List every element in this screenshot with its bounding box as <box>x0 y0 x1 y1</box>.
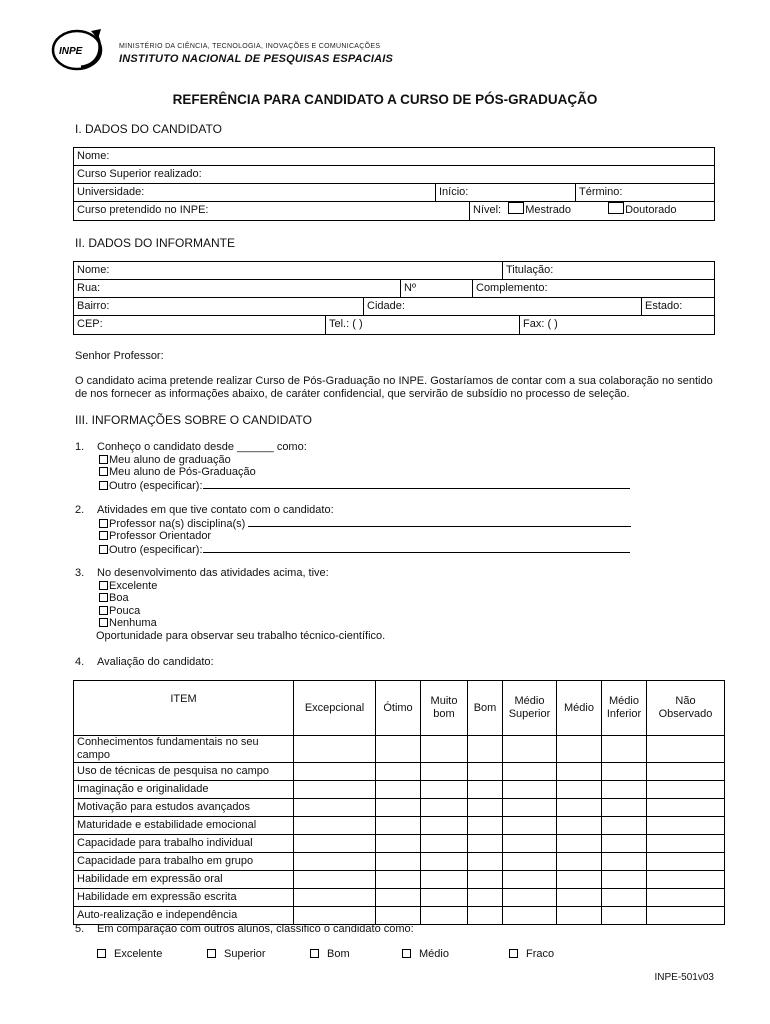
evaluation-item-label: Imaginação e originalidade <box>74 781 294 799</box>
end-date-field[interactable]: Término: <box>575 184 714 201</box>
inpe-logo <box>51 27 107 73</box>
q1-opt1-label: Meu aluno de graduação <box>109 453 231 466</box>
q1-opt3-label: Outro (especificar): <box>109 479 203 492</box>
evaluation-item-label: Maturidade e estabilidade emocional <box>74 817 294 835</box>
informant-row-3 <box>74 298 714 316</box>
q3-opt4-checkbox[interactable] <box>99 618 108 627</box>
evaluation-rating-cell[interactable] <box>294 835 376 853</box>
mestrado-checkbox[interactable] <box>508 202 524 214</box>
q3-text: No desenvolvimento das atividades acima, tive: <box>97 567 329 579</box>
evaluation-rating-cell[interactable] <box>647 763 725 781</box>
q1-opt3-checkbox[interactable] <box>99 481 108 490</box>
col-otimo: Ótimo <box>376 681 421 736</box>
q3-opt2-checkbox[interactable] <box>99 593 108 602</box>
evaluation-rating-cell[interactable] <box>647 871 725 889</box>
evaluation-row <box>74 889 725 907</box>
q5-bom-checkbox[interactable] <box>310 949 319 958</box>
evaluation-rating-cell[interactable] <box>421 736 468 763</box>
evaluation-rating-cell[interactable] <box>602 736 647 763</box>
university-field[interactable]: Universidade: <box>77 186 145 198</box>
evaluation-rating-cell[interactable] <box>376 871 421 889</box>
evaluation-rating-cell[interactable] <box>294 907 376 925</box>
section2-heading: II. DADOS DO INFORMANTE <box>75 236 236 250</box>
evaluation-rating-cell[interactable] <box>557 799 602 817</box>
evaluation-rating-cell[interactable] <box>294 817 376 835</box>
evaluation-rating-cell[interactable] <box>557 781 602 799</box>
col-bom: Bom <box>468 681 503 736</box>
q5-fraco-checkbox[interactable] <box>509 949 518 958</box>
evaluation-rating-cell[interactable] <box>421 835 468 853</box>
q2-opt2-label: Professor Orientador <box>109 530 212 542</box>
evaluation-item-label: Habilidade em expressão oral <box>74 871 294 889</box>
evaluation-rating-cell[interactable] <box>376 799 421 817</box>
evaluation-rating-cell[interactable] <box>294 799 376 817</box>
evaluation-rating-cell[interactable] <box>503 889 557 907</box>
q4-number: 4. <box>75 656 85 668</box>
evaluation-rating-cell[interactable] <box>647 889 725 907</box>
evaluation-item-label: Motivação para estudos avançados <box>74 799 294 817</box>
q2-opt3-label: Outro (especificar): <box>109 543 203 556</box>
informant-row-1 <box>74 262 714 280</box>
q3-tail: Oportunidade para observar seu trabalho técnico-científico. <box>96 629 386 642</box>
evaluation-rating-cell[interactable] <box>602 835 647 853</box>
informant-row-4 <box>74 316 714 334</box>
evaluation-row <box>74 736 725 763</box>
evaluation-rating-cell[interactable] <box>294 889 376 907</box>
evaluation-body <box>74 736 725 925</box>
q5-opt-fraco[interactable] <box>509 948 554 960</box>
evaluation-rating-cell[interactable] <box>294 871 376 889</box>
q5-excelente-checkbox[interactable] <box>97 949 106 958</box>
evaluation-rating-cell[interactable] <box>421 889 468 907</box>
evaluation-rating-cell[interactable] <box>602 781 647 799</box>
q5-opt-medio[interactable] <box>402 948 449 960</box>
evaluation-rating-cell[interactable] <box>468 736 503 763</box>
evaluation-rating-cell[interactable] <box>376 763 421 781</box>
evaluation-rating-cell[interactable] <box>468 817 503 835</box>
city-field[interactable]: Cidade: <box>363 298 641 315</box>
q5-number: 5. <box>75 923 85 935</box>
level-field <box>469 202 714 220</box>
ministry-name: MINISTÉRIO DA CIÊNCIA, TECNOLOGIA, INOVAÇÕES E COMUNICAÇÕES <box>119 43 381 50</box>
evaluation-rating-cell[interactable] <box>602 853 647 871</box>
evaluation-rating-cell[interactable] <box>376 736 421 763</box>
candidate-data-form <box>73 147 715 221</box>
q4-text: Avaliação do candidato: <box>97 656 214 668</box>
fax-field[interactable]: Fax: ( ) <box>519 316 714 334</box>
evaluation-rating-cell[interactable] <box>376 817 421 835</box>
col-medio: Médio <box>557 681 602 736</box>
neighborhood-field[interactable]: Bairro: <box>77 300 110 312</box>
evaluation-rating-cell[interactable] <box>602 889 647 907</box>
evaluation-rating-cell[interactable] <box>503 799 557 817</box>
evaluation-rating-cell[interactable] <box>557 871 602 889</box>
evaluation-item-label: Capacidade para trabalho individual <box>74 835 294 853</box>
evaluation-rating-cell[interactable] <box>602 799 647 817</box>
col-medio-inferior: Médio Inferior <box>602 681 647 736</box>
candidate-name-label: Nome: <box>77 150 110 162</box>
evaluation-rating-cell[interactable] <box>421 853 468 871</box>
evaluation-rating-cell[interactable] <box>468 835 503 853</box>
state-field[interactable]: Estado: <box>641 298 714 315</box>
question-5 <box>75 923 414 936</box>
q5-fraco-label: Fraco <box>526 948 555 960</box>
q5-superior-checkbox[interactable] <box>207 949 216 958</box>
evaluation-rating-cell[interactable] <box>503 907 557 925</box>
evaluation-rating-cell[interactable] <box>503 853 557 871</box>
evaluation-item-label: Capacidade para trabalho em grupo <box>74 853 294 871</box>
q5-bom-label: Bom <box>327 948 350 960</box>
q3-opt3-checkbox[interactable] <box>99 606 108 615</box>
candidate-name-row[interactable] <box>74 148 714 166</box>
q1-other-line[interactable] <box>203 479 630 489</box>
evaluation-row <box>74 799 725 817</box>
informant-row-2 <box>74 280 714 298</box>
number-field[interactable]: Nº <box>400 280 472 297</box>
q5-text: Em comparação com outros alunos, classifico o candidato como: <box>97 923 414 935</box>
q5-opt-bom[interactable] <box>310 948 350 960</box>
evaluation-rating-cell[interactable] <box>647 835 725 853</box>
evaluation-rating-cell[interactable] <box>468 889 503 907</box>
question-4 <box>75 656 214 669</box>
q5-medio-checkbox[interactable] <box>402 949 411 958</box>
street-field[interactable]: Rua: <box>77 282 101 294</box>
evaluation-rating-cell[interactable] <box>468 853 503 871</box>
candidate-university-row <box>74 184 714 202</box>
evaluation-rating-cell[interactable] <box>421 871 468 889</box>
page-title: REFERÊNCIA PARA CANDIDATO A CURSO DE PÓS-GRADUAÇÃO <box>172 92 598 107</box>
evaluation-row <box>74 763 725 781</box>
greeting: Senhor Professor: <box>75 350 164 362</box>
q3-opt3-label: Pouca <box>109 604 141 617</box>
evaluation-table <box>73 680 725 925</box>
evaluation-rating-cell[interactable] <box>647 736 725 763</box>
evaluation-rating-cell[interactable] <box>376 907 421 925</box>
evaluation-row <box>74 853 725 871</box>
informant-name-field[interactable]: Nome: <box>77 264 110 276</box>
q5-opt-superior[interactable] <box>207 948 266 960</box>
evaluation-rating-cell[interactable] <box>468 799 503 817</box>
evaluation-row <box>74 835 725 853</box>
evaluation-rating-cell[interactable] <box>647 907 725 925</box>
col-item: ITEM <box>74 681 294 736</box>
candidate-course-row[interactable] <box>74 166 714 184</box>
evaluation-rating-cell[interactable] <box>557 763 602 781</box>
q2-opt3-checkbox[interactable] <box>99 545 108 554</box>
evaluation-rating-cell[interactable] <box>421 763 468 781</box>
evaluation-rating-cell[interactable] <box>557 907 602 925</box>
q5-opt-excelente[interactable] <box>97 948 162 960</box>
evaluation-header-row <box>74 681 725 736</box>
section3-heading: III. INFORMAÇÕES SOBRE O CANDIDATO <box>75 413 312 427</box>
q5-excelente-label: Excelente <box>114 948 163 960</box>
question-2 <box>75 504 631 556</box>
evaluation-rating-cell[interactable] <box>376 889 421 907</box>
evaluation-rating-cell[interactable] <box>468 871 503 889</box>
evaluation-row <box>74 907 725 925</box>
evaluation-rating-cell[interactable] <box>503 817 557 835</box>
q1-opt2-checkbox[interactable] <box>99 467 108 476</box>
evaluation-rating-cell[interactable] <box>647 853 725 871</box>
question-1 <box>75 441 630 492</box>
evaluation-rating-cell[interactable] <box>376 835 421 853</box>
evaluation-rating-cell[interactable] <box>602 763 647 781</box>
evaluation-rating-cell[interactable] <box>421 799 468 817</box>
q1-opt2-label: Meu aluno de Pós-Graduação <box>109 466 256 478</box>
q3-opt1-checkbox[interactable] <box>99 581 108 590</box>
evaluation-rating-cell[interactable] <box>468 907 503 925</box>
q1-opt1-checkbox[interactable] <box>99 455 108 464</box>
phone-field[interactable]: Tel.: ( ) <box>325 316 519 334</box>
evaluation-rating-cell[interactable] <box>294 781 376 799</box>
evaluation-rating-cell[interactable] <box>602 871 647 889</box>
evaluation-rating-cell[interactable] <box>503 835 557 853</box>
logo-text: INPE <box>59 46 83 57</box>
cep-field[interactable]: CEP: <box>77 318 103 330</box>
q3-opt1-label: Excelente <box>109 579 158 592</box>
evaluation-item-label: Auto-realização e independência <box>74 907 294 925</box>
doutorado-checkbox[interactable] <box>608 202 624 214</box>
q2-opt1-label: Professor na(s) disciplina(s) <box>109 517 246 530</box>
evaluation-rating-cell[interactable] <box>557 736 602 763</box>
complement-field[interactable]: Complemento: <box>472 280 714 297</box>
col-excepcional: Excepcional <box>294 681 376 736</box>
evaluation-rating-cell[interactable] <box>376 781 421 799</box>
evaluation-rating-cell[interactable] <box>503 736 557 763</box>
evaluation-row <box>74 781 725 799</box>
evaluation-rating-cell[interactable] <box>294 736 376 763</box>
evaluation-item-label: Conhecimentos fundamentais no seu campo <box>74 736 294 763</box>
evaluation-rating-cell[interactable] <box>468 781 503 799</box>
q2-opt2-checkbox[interactable] <box>99 531 108 540</box>
titulacao-field[interactable]: Titulação: <box>502 262 714 279</box>
evaluation-rating-cell[interactable] <box>421 817 468 835</box>
evaluation-row <box>74 817 725 835</box>
evaluation-rating-cell[interactable] <box>602 817 647 835</box>
evaluation-rating-cell[interactable] <box>503 871 557 889</box>
evaluation-rating-cell[interactable] <box>557 889 602 907</box>
q3-number: 3. <box>75 567 85 579</box>
q1-number: 1. <box>75 441 85 453</box>
evaluation-rating-cell[interactable] <box>557 835 602 853</box>
section1-heading: I. DADOS DO CANDIDATO <box>75 122 222 136</box>
evaluation-rating-cell[interactable] <box>294 763 376 781</box>
q2-number: 2. <box>75 504 85 516</box>
intended-course-field[interactable]: Curso pretendido no INPE: <box>77 204 209 216</box>
evaluation-rating-cell[interactable] <box>421 781 468 799</box>
evaluation-rating-cell[interactable] <box>602 907 647 925</box>
evaluation-rating-cell[interactable] <box>647 817 725 835</box>
col-muito-bom: Muito bom <box>421 681 468 736</box>
mestrado-label: Mestrado <box>525 204 572 216</box>
col-nao-observado: Não Observado <box>647 681 725 736</box>
candidate-intended-row <box>74 202 714 220</box>
q1-text: Conheço o candidato desde ______ como: <box>97 441 307 453</box>
q3-opt4-label: Nenhuma <box>109 617 157 629</box>
q2-text: Atividades em que tive contato com o candidato: <box>97 504 334 516</box>
evaluation-item-label: Uso de técnicas de pesquisa no campo <box>74 763 294 781</box>
evaluation-rating-cell[interactable] <box>557 853 602 871</box>
evaluation-rating-cell[interactable] <box>468 763 503 781</box>
q5-medio-label: Médio <box>419 948 449 960</box>
evaluation-rating-cell[interactable] <box>647 781 725 799</box>
form-code: INPE-501v03 <box>654 972 714 983</box>
evaluation-row <box>74 871 725 889</box>
col-medio-superior: Médio Superior <box>503 681 557 736</box>
evaluation-rating-cell[interactable] <box>503 763 557 781</box>
level-label: Nível: <box>473 204 502 216</box>
doutorado-label: Doutorado <box>625 204 677 216</box>
evaluation-rating-cell[interactable] <box>647 799 725 817</box>
start-date-field[interactable]: Início: <box>435 184 575 201</box>
q2-disciplines-line[interactable] <box>248 517 631 527</box>
letter-body: O candidato acima pretende realizar Curso de Pós-Graduação no INPE. Gostaríamos de contar com a sua colaboração no sentido de nos fornecer as informações abaixo, de caráter confidencial, que servirão de subsídio no processo de seleção. <box>75 375 713 400</box>
evaluation-rating-cell[interactable] <box>294 853 376 871</box>
evaluation-rating-cell[interactable] <box>376 853 421 871</box>
evaluation-rating-cell[interactable] <box>557 817 602 835</box>
evaluation-item-label: Habilidade em expressão escrita <box>74 889 294 907</box>
q2-other-line[interactable] <box>203 543 630 553</box>
evaluation-rating-cell[interactable] <box>421 907 468 925</box>
q5-superior-label: Superior <box>224 948 266 960</box>
candidate-course-label: Curso Superior realizado: <box>77 168 202 180</box>
q2-opt1-checkbox[interactable] <box>99 519 108 528</box>
q3-opt2-label: Boa <box>109 592 129 604</box>
question-3 <box>75 567 385 642</box>
informant-data-form <box>73 261 715 335</box>
institute-name: INSTITUTO NACIONAL DE PESQUISAS ESPACIAIS <box>119 53 394 65</box>
evaluation-rating-cell[interactable] <box>503 781 557 799</box>
